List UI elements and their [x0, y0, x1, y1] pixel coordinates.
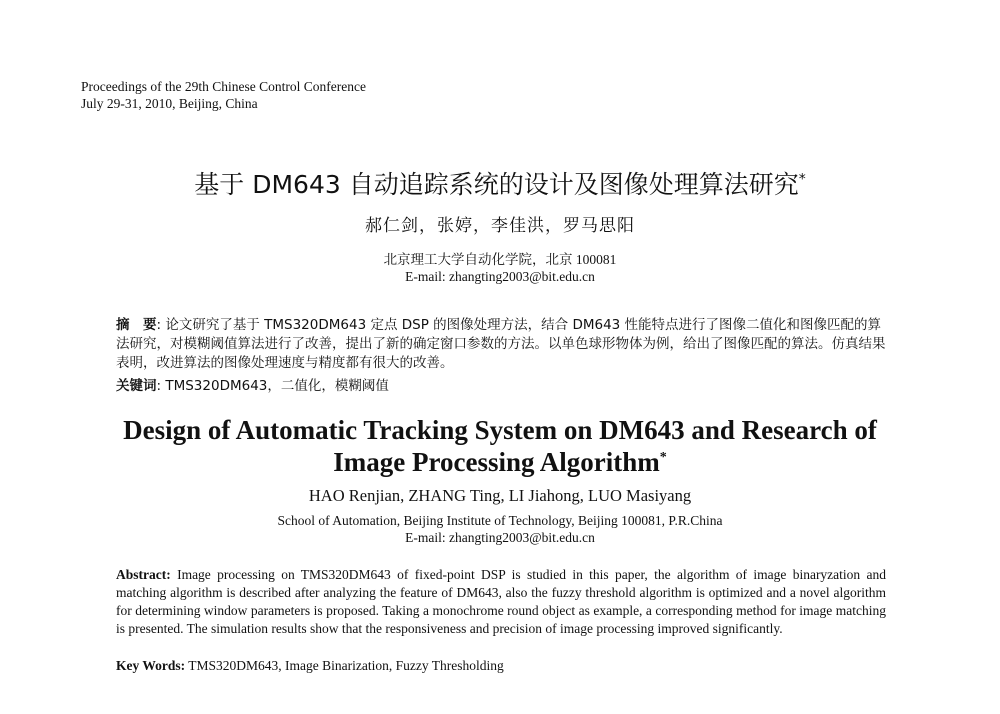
english-abstract-text: Image processing on TMS320DM643 of fixed-point DSP is studied in this paper, the algorithm of image binaryzation and matching algorithm is described after analyzing the feature of DM643, also the fuzzy threshold algorithm is optimized and a novel algorithm for determining window parameters is proposed. Taking a monochrome round object as example, a corresponding method for image matching is presented. The simulation results show that the responsiveness and precision of image processing improved significantly. — [116, 567, 886, 636]
chinese-title-footnote-mark: * — [798, 171, 806, 188]
english-title — [0, 414, 1000, 478]
chinese-affiliation: 北京理工大学自动化学院，北京 100081 — [383, 252, 617, 267]
chinese-title — [0, 168, 1000, 202]
english-title-footnote-mark: * — [659, 450, 667, 465]
chinese-abstract — [116, 316, 886, 373]
english-abstract — [116, 566, 886, 638]
english-keywords-label: Key Words: — [116, 658, 186, 673]
english-keywords — [116, 657, 886, 675]
english-authors: HAO Renjian, ZHANG Ting, LI Jiahong, LUO Masiyang — [308, 486, 692, 505]
chinese-title-text: 基于 DM643 自动追踪系统的设计及图像处理算法研究 — [194, 170, 799, 199]
proceedings-date: July 29-31, 2010, Beijing, China — [81, 96, 258, 111]
english-abstract-label: Abstract: — [116, 567, 171, 582]
chinese-keywords-label: 关键词 — [116, 378, 157, 394]
proceedings-header — [81, 78, 366, 112]
chinese-abstract-label: 摘 要 — [116, 317, 157, 333]
english-affiliation: School of Automation, Beijing Institute of Technology, Beijing 100081, P.R.China — [277, 513, 723, 528]
chinese-keywords — [116, 377, 886, 396]
chinese-keywords-text: : TMS320DM643，二值化，模糊阈值 — [156, 378, 389, 394]
english-title-line2-wrap — [0, 446, 1000, 478]
english-title-line1: Design of Automatic Tracking System on DM643 and Research of — [123, 415, 877, 445]
chinese-abstract-text: : 论文研究了基于 TMS320DM643 定点 DSP 的图像处理方法，结合 DM643 性能特点进行了图像二值化和图像匹配的算法研究，对模糊阈值算法进行了改善，提出了新的确定窗口参数的方法。以单色球形物体为例，给出了图像匹配的算法。仿真结果表明，改进算法的图像处理速度与精度都有很大的改善。 — [116, 317, 886, 371]
chinese-email: E-mail: zhangting2003@bit.edu.cn — [405, 269, 595, 284]
english-keywords-text: TMS320DM643, Image Binarization, Fuzzy Thresholding — [185, 658, 504, 673]
proceedings-title: Proceedings of the 29th Chinese Control Conference — [81, 79, 366, 94]
chinese-authors: 郝仁剑，张婷，李佳洪，罗马思阳 — [365, 216, 635, 236]
english-title-line2: Image Processing Algorithm — [333, 447, 660, 477]
english-email: E-mail: zhangting2003@bit.edu.cn — [405, 530, 595, 545]
